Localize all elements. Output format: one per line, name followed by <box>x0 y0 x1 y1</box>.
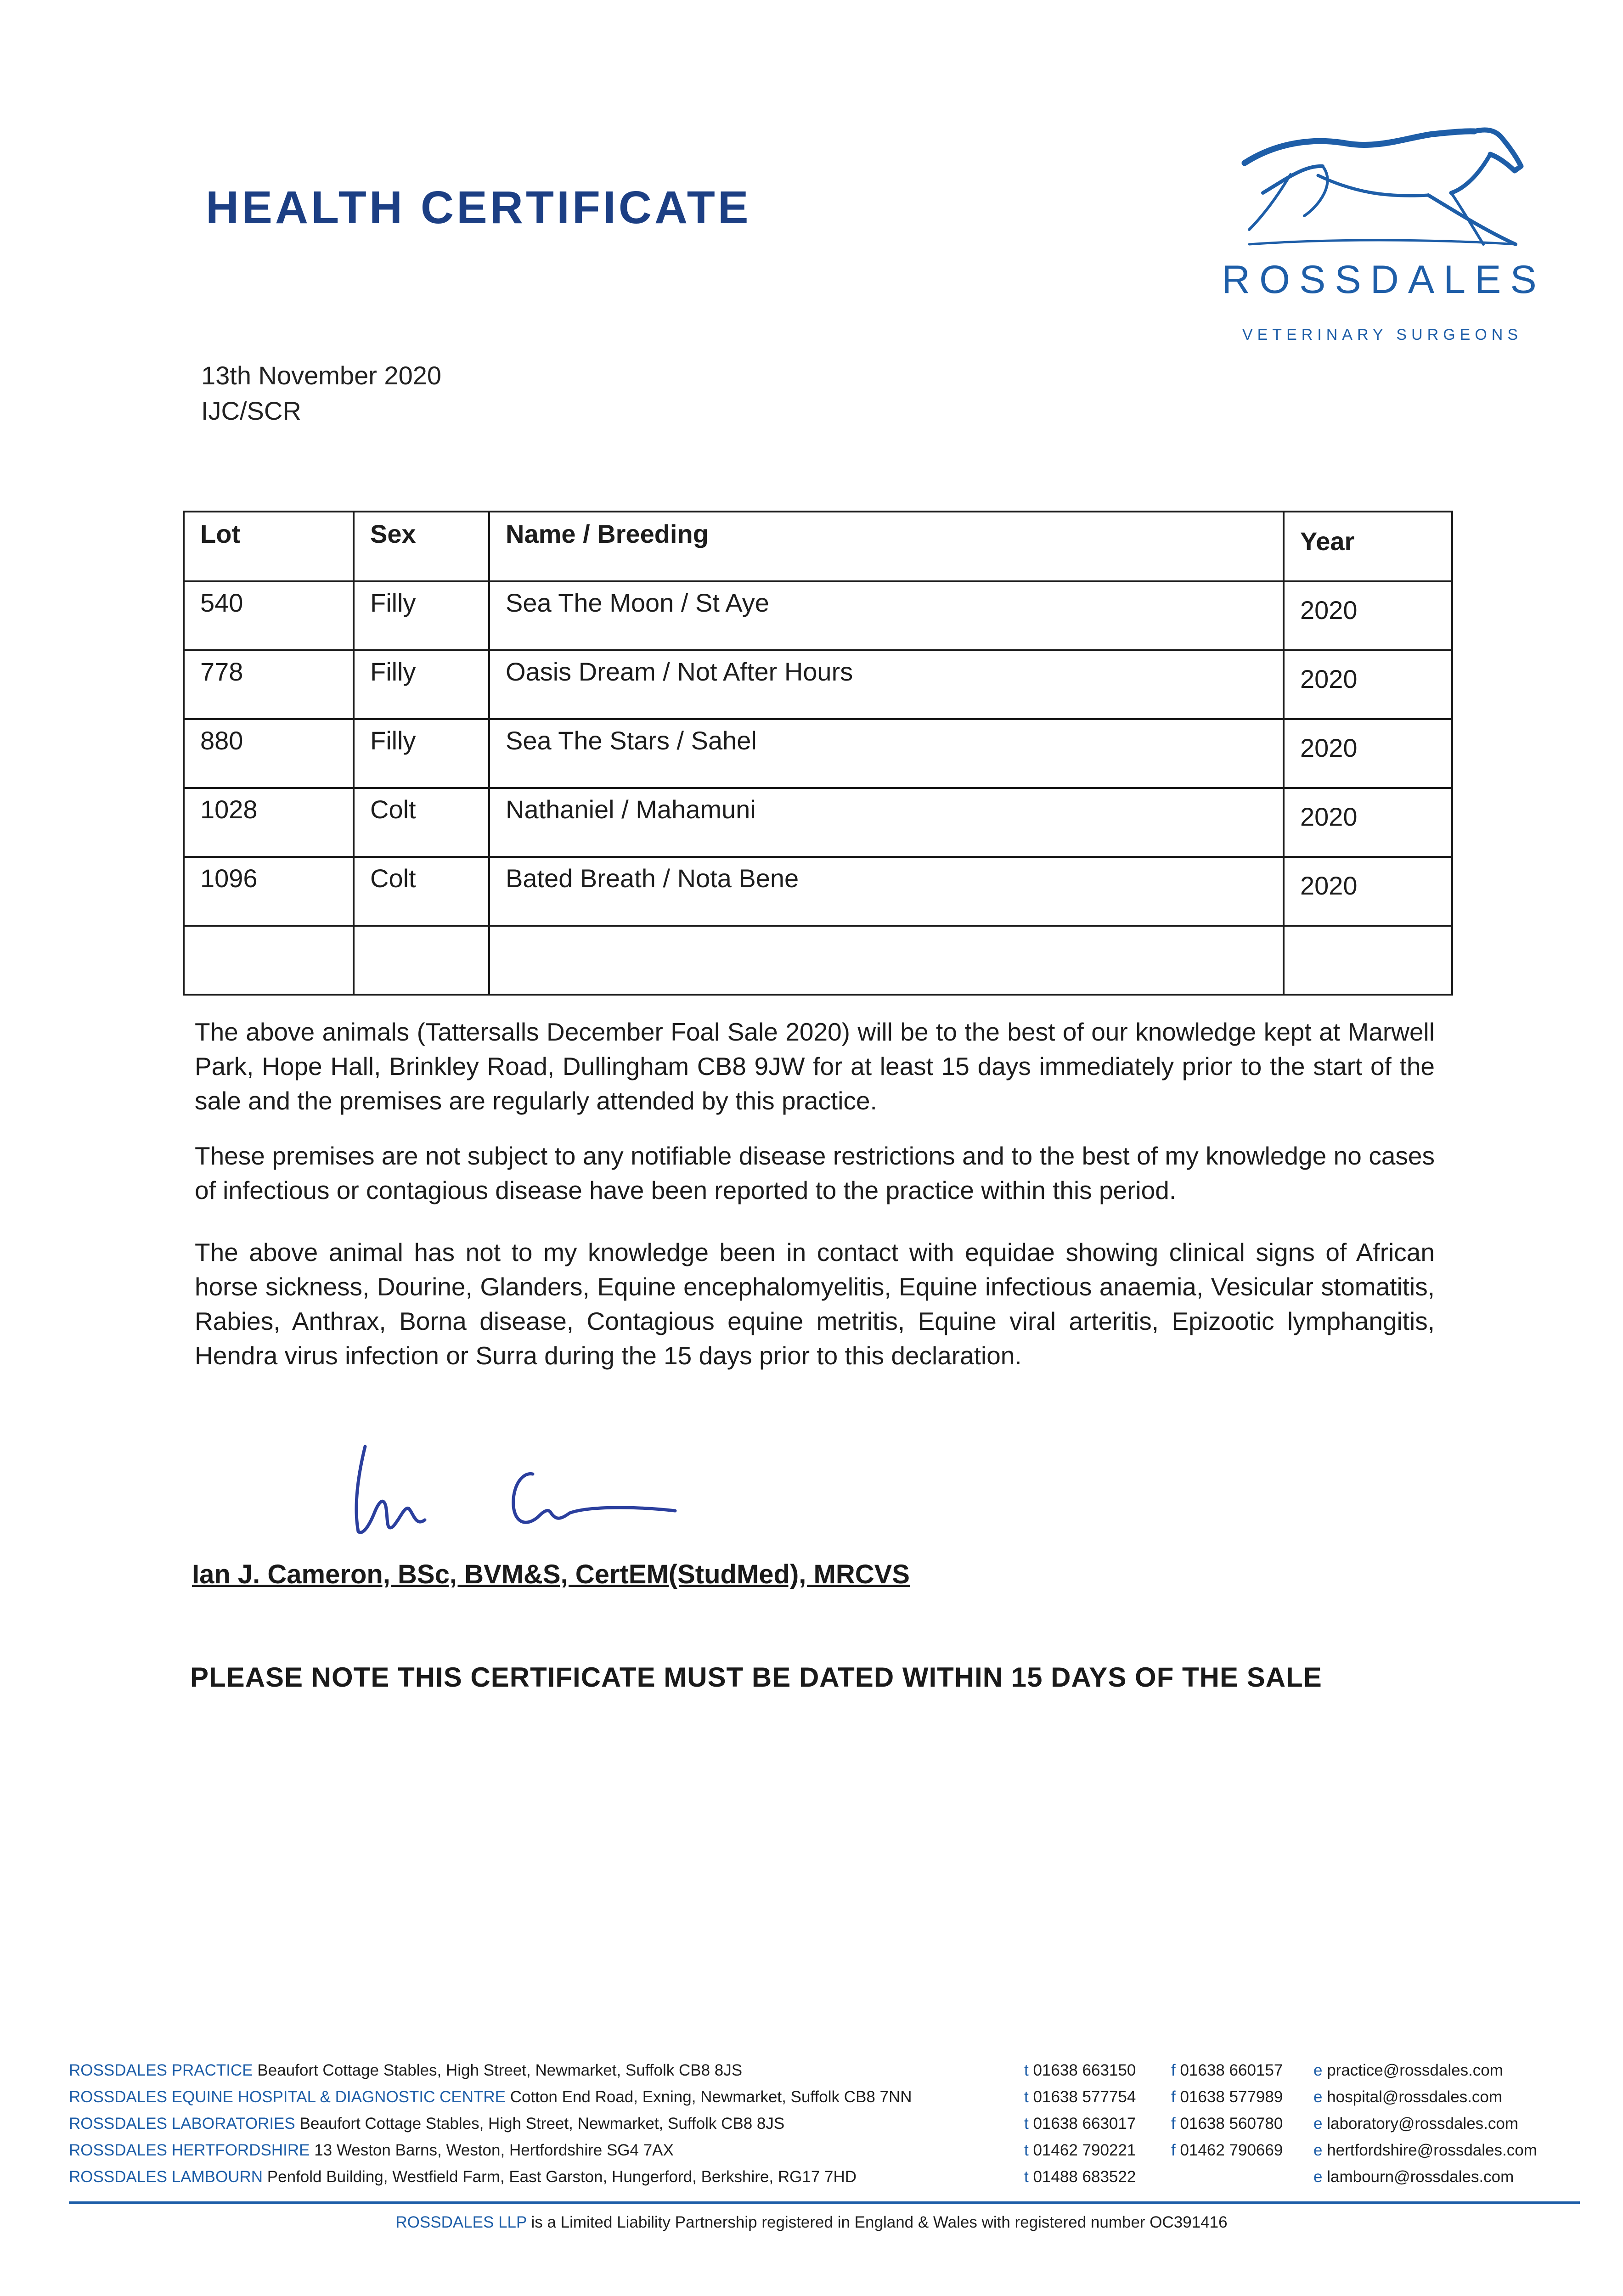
logo-tagline: VETERINARY SURGEONS <box>1242 326 1523 343</box>
certificate-date: 13th November 2020 <box>201 361 442 390</box>
office-email: hospital@rossdales.com <box>1327 2088 1503 2106</box>
tel-label: t <box>1024 2168 1029 2186</box>
name-breeding-cell <box>489 926 1284 995</box>
office-fax: 01638 660157 <box>1180 2061 1283 2079</box>
lot-cell: 1028 <box>184 788 354 857</box>
footer-divider <box>69 2201 1580 2204</box>
year-cell: 2020 <box>1284 857 1452 926</box>
sex-cell: Colt <box>354 788 489 857</box>
registration-name: ROSSDALES LLP <box>395 2213 527 2231</box>
office-email: practice@rossdales.com <box>1327 2061 1503 2079</box>
table-row <box>184 650 1452 719</box>
tel-label: t <box>1024 2115 1029 2133</box>
table-header-row <box>184 512 1452 581</box>
footer-office-row <box>69 2110 1571 2137</box>
declaration-paragraph-contact: The above animal has not to my knowledge been in contact with equidae showing clinical signs of African horse sickness, Dourine, Glanders, Equine encephalomyelitis, Equine infectious anaemia, Vesicular stomatitis, Rabies, Anthrax, Borna disease, Contagious equine metritis, Equine viral arteritis, Epizootic lymphangitis, Hendra virus infection or Surra during the 15 days prior to this declaration. <box>195 1238 1435 1370</box>
animals-table <box>183 511 1453 996</box>
column-header-sex: Sex <box>354 512 489 581</box>
name-breeding-cell: Nathaniel / Mahamuni <box>489 788 1284 857</box>
handwritten-signature <box>340 1433 716 1552</box>
sex-cell: Filly <box>354 719 489 788</box>
footer-office-row <box>69 2084 1571 2110</box>
name-breeding-cell: Oasis Dream / Not After Hours <box>489 650 1284 719</box>
tel-label: t <box>1024 2141 1029 2159</box>
office-address: Beaufort Cottage Stables, High Street, Newmarket, Suffolk CB8 8JS <box>299 2115 785 2133</box>
office-name: ROSSDALES LAMBOURN <box>69 2168 263 2186</box>
logo-wordmark: ROSSDALES <box>1222 258 1546 302</box>
lot-cell: 778 <box>184 650 354 719</box>
lot-cell: 1096 <box>184 857 354 926</box>
declaration-paragraph-premises: The above animals (Tattersalls December Foal Sale 2020) will be to the best of our knowledge kept at Marwell Park, Hope Hall, Brinkley Road, Dullingham CB8 9JW for at least 15 days immediately prior to the start of the sale and the premises are regularly attended by this practice. <box>195 1018 1435 1115</box>
email-label: e <box>1313 2141 1323 2159</box>
office-name: ROSSDALES HERTFORDSHIRE <box>69 2141 310 2159</box>
year-cell <box>1284 926 1452 995</box>
rossdales-logo <box>1222 124 1546 354</box>
galloping-horse-icon <box>1235 124 1529 248</box>
office-email: laboratory@rossdales.com <box>1327 2115 1519 2133</box>
office-tel: 01638 577754 <box>1033 2088 1136 2106</box>
year-cell: 2020 <box>1284 581 1452 650</box>
sex-cell: Filly <box>354 581 489 650</box>
office-tel: 01488 683522 <box>1033 2168 1136 2186</box>
signer-name: Ian J. Cameron, BSc, BVM&S, CertEM(StudMed), MRCVS <box>192 1559 910 1589</box>
office-name: ROSSDALES PRACTICE <box>69 2061 253 2079</box>
lot-cell: 540 <box>184 581 354 650</box>
table-row-empty <box>184 926 1452 995</box>
fax-label: f <box>1171 2115 1176 2133</box>
sex-cell: Colt <box>354 857 489 926</box>
registration-statement <box>0 2213 1623 2232</box>
table-row <box>184 581 1452 650</box>
year-cell: 2020 <box>1284 650 1452 719</box>
office-address: 13 Weston Barns, Weston, Hertfordshire SG4 7AX <box>314 2141 674 2159</box>
column-header-lot: Lot <box>184 512 354 581</box>
column-header-year: Year <box>1284 512 1452 581</box>
declaration-paragraph-restrictions: These premises are not subject to any notifiable disease restrictions and to the best of my knowledge no cases of infectious or contagious disease have been reported to the practice within this period. <box>195 1142 1435 1204</box>
certificate-reference: IJC/SCR <box>201 396 301 425</box>
lot-cell: 880 <box>184 719 354 788</box>
footer-office-row <box>69 2164 1571 2190</box>
office-tel: 01638 663150 <box>1033 2061 1136 2079</box>
office-tel: 01638 663017 <box>1033 2115 1136 2133</box>
office-fax: 01638 560780 <box>1180 2115 1283 2133</box>
office-name: ROSSDALES LABORATORIES <box>69 2115 295 2133</box>
tel-label: t <box>1024 2061 1029 2079</box>
office-address: Beaufort Cottage Stables, High Street, Newmarket, Suffolk CB8 8JS <box>257 2061 743 2079</box>
name-breeding-cell: Bated Breath / Nota Bene <box>489 857 1284 926</box>
footer-contacts <box>69 2057 1571 2190</box>
dating-notice: PLEASE NOTE THIS CERTIFICATE MUST BE DATED WITHIN 15 DAYS OF THE SALE <box>190 1662 1322 1693</box>
tel-label: t <box>1024 2088 1029 2106</box>
table-row <box>184 857 1452 926</box>
office-email: hertfordshire@rossdales.com <box>1327 2141 1537 2159</box>
office-email: lambourn@rossdales.com <box>1327 2168 1514 2186</box>
year-cell: 2020 <box>1284 788 1452 857</box>
lot-cell <box>184 926 354 995</box>
office-address: Penfold Building, Westfield Farm, East Garston, Hungerford, Berkshire, RG17 7HD <box>267 2168 857 2186</box>
document-title: HEALTH CERTIFICATE <box>206 182 751 233</box>
sex-cell <box>354 926 489 995</box>
sex-cell: Filly <box>354 650 489 719</box>
name-breeding-cell: Sea The Moon / St Aye <box>489 581 1284 650</box>
footer-office-row <box>69 2137 1571 2164</box>
email-label: e <box>1313 2088 1323 2106</box>
column-header-name-breeding: Name / Breeding <box>489 512 1284 581</box>
email-label: e <box>1313 2168 1323 2186</box>
office-fax: 01462 790669 <box>1180 2141 1283 2159</box>
fax-label: f <box>1171 2141 1176 2159</box>
office-name: ROSSDALES EQUINE HOSPITAL & DIAGNOSTIC CENTRE <box>69 2088 506 2106</box>
name-breeding-cell: Sea The Stars / Sahel <box>489 719 1284 788</box>
email-label: e <box>1313 2115 1323 2133</box>
office-fax: 01638 577989 <box>1180 2088 1283 2106</box>
footer-office-row <box>69 2057 1571 2084</box>
registration-text: is a Limited Liability Partnership registered in England & Wales with registered number OC391416 <box>531 2213 1228 2231</box>
fax-label: f <box>1171 2088 1176 2106</box>
year-cell: 2020 <box>1284 719 1452 788</box>
table-row <box>184 788 1452 857</box>
table-row <box>184 719 1452 788</box>
office-tel: 01462 790221 <box>1033 2141 1136 2159</box>
fax-label: f <box>1171 2061 1176 2079</box>
office-address: Cotton End Road, Exning, Newmarket, Suffolk CB8 7NN <box>510 2088 912 2106</box>
email-label: e <box>1313 2061 1323 2079</box>
